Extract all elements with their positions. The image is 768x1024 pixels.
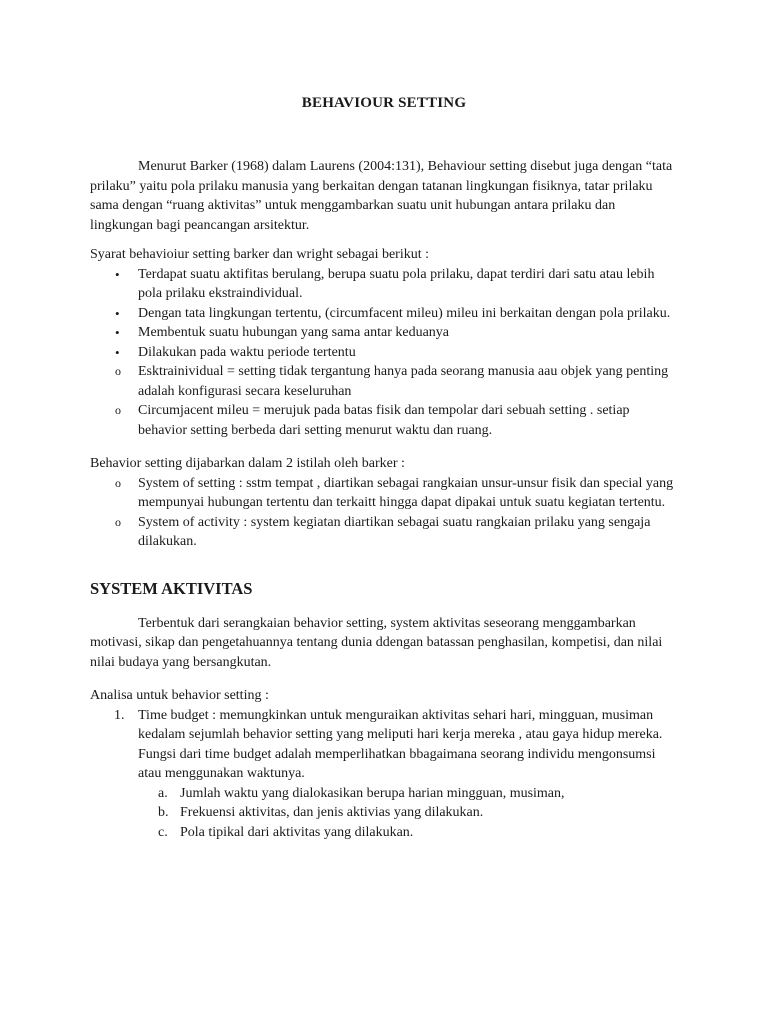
sublist-item-text: Pola tipikal dari aktivitas yang dilakukan. — [180, 824, 414, 840]
bullet-icon: • — [115, 266, 120, 282]
sublist-item-text: Jumlah waktu yang dialokasikan berupa harian mingguan, musiman, — [180, 785, 565, 801]
sublist-letter: b. — [158, 805, 169, 820]
list-item-text: Dengan tata lingkungan tertentu, (circumfacent mileu) mileu ini berkaitan dengan pola prilaku. — [138, 305, 671, 321]
sublist-letter: c. — [158, 824, 168, 840]
list-item — [90, 362, 678, 401]
intro-paragraph: Menurut Barker (1968) dalam Laurens (2004:131), Behaviour setting disebut juga dengan “tata prilaku” yaitu pola prilaku manusia yang berkaitan dengan tatanan lingkungan fisiknya, tatar prilaku sama dengan “ruang aktivitas” untuk menggambarkan suatu unit hubungan antara prilaku dan lingkungan bagi peancangan arsitektur. — [90, 159, 673, 233]
bullet-icon: • — [115, 325, 120, 340]
syarat-intro: Syarat behavioiur setting barker dan wright sebagai berikut : — [90, 247, 430, 262]
document-body — [90, 93, 678, 842]
definition-list — [90, 362, 678, 440]
list-number: 1. — [114, 707, 125, 723]
circle-bullet-icon: o — [115, 403, 121, 417]
list-item-text: Terdapat suatu aktifitas berulang, berupa suatu pola prilaku, dapat terdiri dari satu atau lebih pola prilaku ekstraindividual. — [138, 266, 655, 301]
sublist-letter: a. — [158, 785, 168, 801]
list-item — [90, 304, 678, 324]
list-item-text: System of setting : sstm tempat , diartikan sebagai rangkaian unsur-unsur fisik dan special yang mempunyai hubungan tertentu dan terkaitt hingga dapat dipakai untuk suatu kegiatan tertentu. — [138, 475, 674, 510]
list-item — [90, 474, 678, 513]
list-item-text: Dilakukan pada waktu periode tertentu — [138, 344, 356, 360]
list-item — [90, 323, 678, 343]
analisa-sublist — [138, 784, 678, 843]
istilah-list — [90, 474, 678, 552]
sublist-item — [90, 784, 678, 804]
circle-bullet-icon: o — [115, 475, 121, 490]
list-item-text: Time budget : memungkinkan untuk menguraikan aktivitas sehari hari, mingguan, musiman kedalam sejumlah behavior setting yang meliputi hari kerja mereka , atau gaya hidup mereka. Fungsi dari time budget adalah memperlihatkan bbagaimana seorang individu mengonsumsi atau menggunakan waktunya. — [138, 707, 663, 781]
bullet-icon: • — [115, 305, 120, 321]
list-item-text: Circumjacent mileu = merujuk pada batas fisik dan tempolar dari sebuah setting . setiap behavior setting berbeda dari setting menurut waktu dan ruang. — [138, 403, 630, 438]
sublist-item — [90, 823, 678, 843]
list-item-text: Membentuk suatu hubungan yang sama antar keduanya — [138, 325, 450, 340]
analisa-list — [90, 706, 678, 843]
circle-bullet-icon: o — [115, 514, 121, 529]
circle-bullet-icon: o — [115, 364, 121, 378]
analisa-intro: Analisa untuk behavior setting : — [90, 688, 269, 703]
list-item — [90, 706, 678, 843]
bullet-icon: • — [115, 344, 120, 360]
list-item — [90, 343, 678, 363]
document-title: BEHAVIOUR SETTING — [301, 95, 467, 111]
list-item — [90, 265, 678, 304]
list-item-text: System of activity : system kegiatan diartikan sebagai suatu rangkaian prilaku yang sengaja dilakukan. — [138, 514, 651, 549]
sublist-item-text: Frekuensi aktivitas, dan jenis aktivias yang dilakukan. — [180, 805, 484, 820]
dijabarkan-intro: Behavior setting dijabarkan dalam 2 istilah oleh barker : — [90, 456, 405, 471]
list-item — [90, 513, 678, 552]
section-paragraph: Terbentuk dari serangkaian behavior setting, system aktivitas seseorang menggambarkan motivasi, sikap dan pengetahuannya tentang dunia ddengan batassan penghasilan, kompetisi, dan nilai nilai budaya yang bersangkutan. — [90, 615, 663, 670]
syarat-list — [90, 265, 678, 363]
sublist-item — [90, 803, 678, 823]
list-item — [90, 401, 678, 440]
list-item-text: Esktrainividual = setting tidak tergantung hanya pada seorang manusia aau objek yang penting adalah konfigurasi secara keseluruhan — [138, 364, 669, 399]
section-title: SYSTEM AKTIVITAS — [90, 578, 253, 598]
